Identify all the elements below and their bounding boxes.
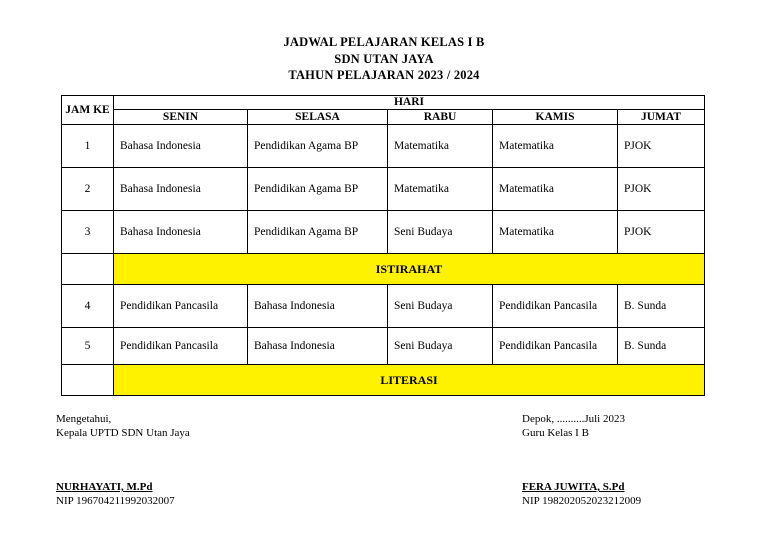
subject-cell: Bahasa Indonesia — [114, 211, 248, 254]
subject-cell: Pendidikan Pancasila — [114, 285, 248, 328]
teacher-nip: NIP 198202052023212009 — [522, 495, 642, 507]
subject-cell: B. Sunda — [618, 328, 705, 365]
subject-cell: Seni Budaya — [388, 211, 493, 254]
approval-text: Mengetahui, — [56, 413, 112, 425]
document-title — [0, 34, 768, 84]
subject-cell: Matematika — [493, 125, 618, 168]
table-row — [62, 328, 705, 365]
subject-cell: Pendidikan Agama BP — [248, 125, 388, 168]
principal-name: NURHAYATI, M.Pd — [56, 481, 153, 493]
subject-cell: Matematika — [493, 168, 618, 211]
day-header-senin: SENIN — [114, 110, 248, 125]
place-date: Depok, ..........Juli 2023 — [522, 413, 625, 425]
subject-cell: Matematika — [493, 211, 618, 254]
subject-cell: Bahasa Indonesia — [114, 125, 248, 168]
hari-header: HARI — [114, 96, 705, 110]
subject-cell: Pendidikan Pancasila — [493, 285, 618, 328]
title-line-3: TAHUN PELAJARAN 2023 / 2024 — [288, 68, 480, 82]
subject-cell: Matematika — [388, 125, 493, 168]
subject-cell: Seni Budaya — [388, 328, 493, 365]
subject-cell: Pendidikan Agama BP — [248, 168, 388, 211]
principal-nip: NIP 196704211992032007 — [56, 495, 175, 507]
day-header-selasa: SELASA — [248, 110, 388, 125]
principal-signature — [56, 480, 175, 508]
table-row — [62, 168, 705, 211]
jam-ke-header: JAM KE — [62, 96, 114, 125]
day-header-rabu: RABU — [388, 110, 493, 125]
day-header-kamis: KAMIS — [493, 110, 618, 125]
subject-cell: Pendidikan Pancasila — [114, 328, 248, 365]
jam-cell: 1 — [62, 125, 114, 168]
subject-cell: PJOK — [618, 125, 705, 168]
subject-cell: Bahasa Indonesia — [248, 328, 388, 365]
subject-cell: Pendidikan Agama BP — [248, 211, 388, 254]
schedule-table — [61, 95, 705, 396]
place-date-block — [522, 412, 625, 440]
empty-jam-cell — [62, 365, 114, 396]
istirahat-label: ISTIRAHAT — [114, 254, 705, 285]
subject-cell: PJOK — [618, 168, 705, 211]
jam-cell: 3 — [62, 211, 114, 254]
subject-cell: B. Sunda — [618, 285, 705, 328]
istirahat-row — [62, 254, 705, 285]
teacher-signature — [522, 480, 641, 508]
table-row — [62, 285, 705, 328]
title-line-2: SDN UTAN JAYA — [334, 51, 434, 66]
subject-cell: Bahasa Indonesia — [114, 168, 248, 211]
literasi-row — [62, 365, 705, 396]
empty-jam-cell — [62, 254, 114, 285]
subject-cell: Bahasa Indonesia — [248, 285, 388, 328]
approval-block — [56, 412, 190, 440]
day-header-jumat: JUMAT — [618, 110, 705, 125]
table-row — [62, 125, 705, 168]
subject-cell: Pendidikan Pancasila — [493, 328, 618, 365]
teacher-name: FERA JUWITA, S.Pd — [522, 481, 625, 493]
jam-cell: 4 — [62, 285, 114, 328]
jam-cell: 2 — [62, 168, 114, 211]
principal-title: Kepala UPTD SDN Utan Jaya — [56, 427, 190, 439]
subject-cell: Seni Budaya — [388, 285, 493, 328]
table-row — [62, 211, 705, 254]
subject-cell: PJOK — [618, 211, 705, 254]
subject-cell: Matematika — [388, 168, 493, 211]
teacher-title: Guru Kelas I B — [522, 427, 589, 439]
literasi-label: LITERASI — [114, 365, 705, 396]
title-line-1: JADWAL PELAJARAN KELAS I B — [283, 35, 485, 49]
jam-cell: 5 — [62, 328, 114, 365]
